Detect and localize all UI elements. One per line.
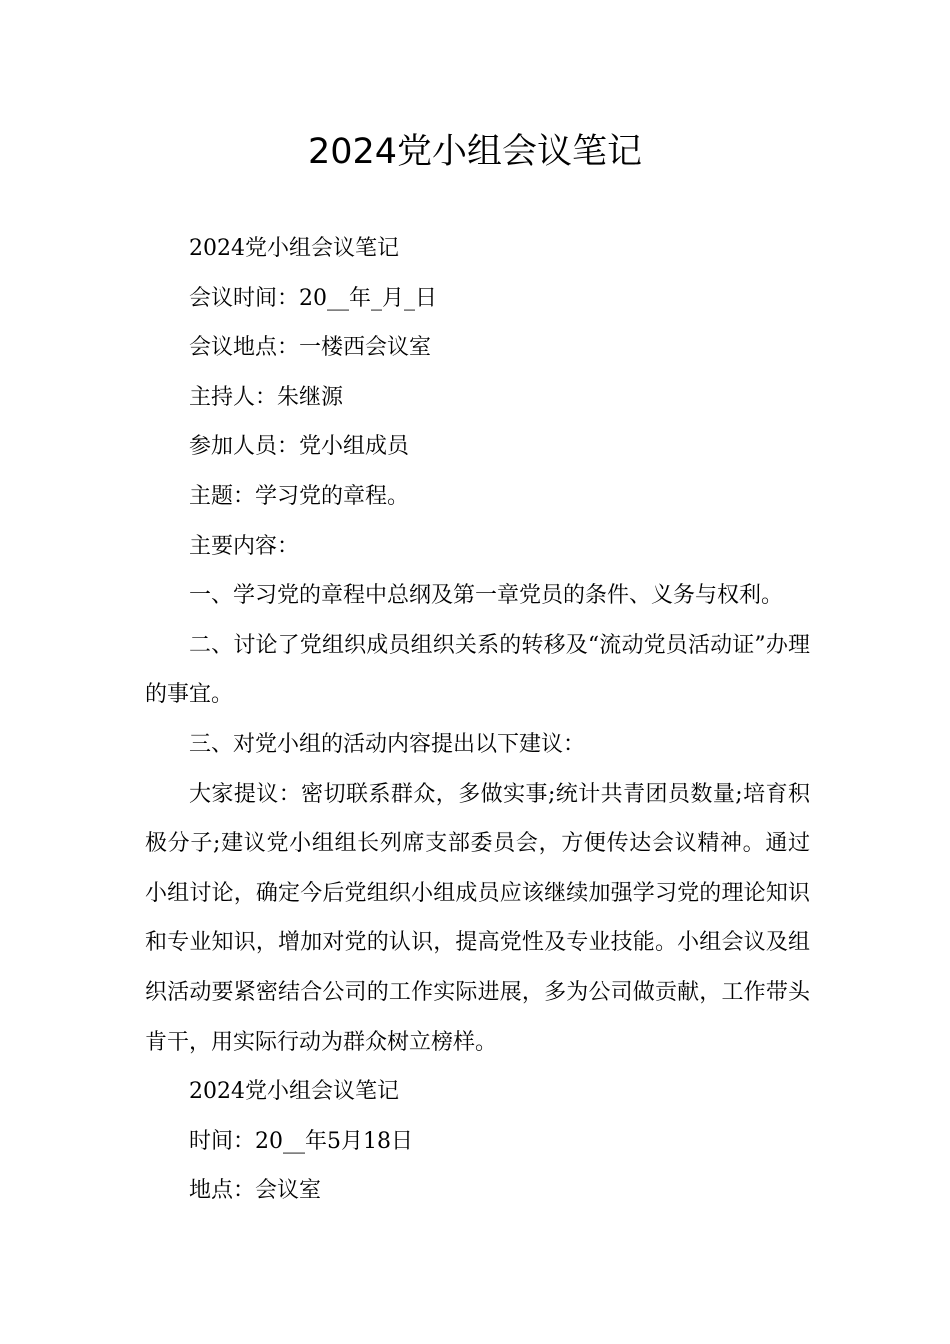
paragraph: 2024党小组会议笔记 — [189, 1079, 399, 1105]
paragraph: 2024党小组会议笔记 — [189, 236, 399, 261]
document-body — [145, 224, 810, 1216]
paragraph: 一、学习党的章程中总纲及第一章党员的条件、义务与权利。 — [189, 583, 784, 609]
paragraph: 会议时间：20__年_月_日 — [189, 285, 437, 311]
paragraph: 地点：会议室 — [189, 1178, 322, 1204]
paragraph: 主题：学习党的章程。 — [189, 483, 410, 509]
paragraph: 二、讨论了党组织成员组织关系的转移及“流动党员活动证”办理的事宜。 — [145, 632, 810, 708]
paragraph: 会议地点：一楼西会议室 — [189, 335, 432, 361]
paragraph: 时间：20__年5月18日 — [189, 1128, 413, 1154]
paragraph: 主要内容： — [189, 533, 300, 559]
paragraph: 主持人：朱继源 — [189, 384, 344, 410]
paragraph: 参加人员：党小组成员 — [189, 434, 410, 460]
document-title: 2024党小组会议笔记 — [307, 132, 643, 172]
paragraph: 大家提议：密切联系群众，多做实事;统计共青团员数量;培育积极分子;建议党小组组长列席支部委员会，方便传达会议精神。通过小组讨论，确定今后党组织小组成员应该继续加强学习党的理论知识和专业知识，增加对党的认识，提高党性及专业技能。小组会议及组织活动要紧密结合公司的工作实际进展，多为公司做贡献，工作带头肯干，用实际行动为群众树立榜样。 — [145, 781, 810, 1055]
paragraph: 三、对党小组的活动内容提出以下建议： — [189, 731, 586, 757]
